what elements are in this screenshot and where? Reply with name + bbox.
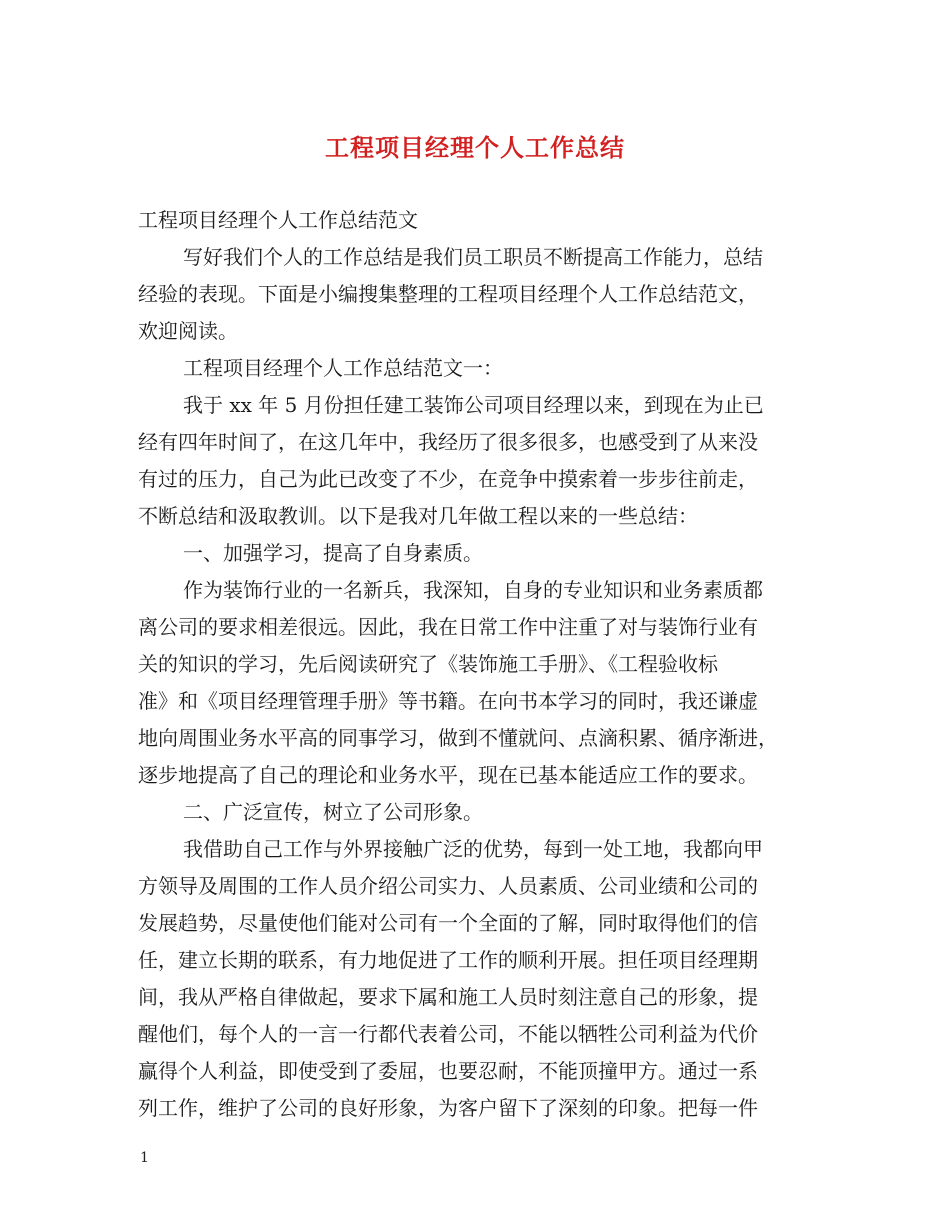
paragraph-line: 我借助自己工作与外界接触广泛的优势，每到一处工地，我都向甲 <box>183 837 763 861</box>
document-body <box>138 202 818 1127</box>
section-heading-line: 工程项目经理个人工作总结范文一： <box>183 356 503 380</box>
paragraph-line: 方领导及周围的工作人员介绍公司实力、人员素质、公司业绩和公司的 <box>138 874 758 898</box>
section-heading-line: 二、广泛宣传，树立了公司形象。 <box>183 800 483 824</box>
paragraph-line: 准》和《项目经理管理手册》等书籍。在向书本学习的同时，我还谦虚 <box>138 689 758 713</box>
paragraph-line: 不断总结和汲取教训。以下是我对几年做工程以来的一些总结： <box>138 504 698 528</box>
paragraph-line: 我于 xx 年 5 月份担任建工装饰公司项目经理以来，到现在为止已 <box>183 393 764 417</box>
paragraph-line: 任，建立长期的联系，有力地促进了工作的顺利开展。担任项目经理期 <box>138 948 758 972</box>
paragraph-line: 作为装饰行业的一名新兵，我深知，自身的专业知识和业务素质都 <box>183 578 763 602</box>
page-number: 1 <box>140 1150 149 1166</box>
section-heading-line: 一、加强学习，提高了自身素质。 <box>183 541 483 565</box>
paragraph-line: 经有四年时间了，在这几年中，我经历了很多很多，也感受到了从来没 <box>138 430 758 454</box>
document-title: 工程项目经理个人工作总结 <box>325 133 625 162</box>
paragraph-line: 发展趋势，尽量使他们能对公司有一个全面的了解，同时取得他们的信 <box>138 911 758 935</box>
paragraph-line: 有过的压力，自己为此已改变了不少，在竞争中摸索着一步步往前走， <box>138 467 758 491</box>
paragraph-line: 离公司的要求相差很远。因此，我在日常工作中注重了对与装饰行业有 <box>138 615 758 639</box>
paragraph-line: 关的知识的学习，先后阅读研究了《装饰施工手册》、《工程验收标 <box>138 652 718 676</box>
paragraph-line: 列工作，维护了公司的良好形象，为客户留下了深刻的印象。把每一件 <box>138 1096 758 1120</box>
paragraph-line: 赢得个人利益，即使受到了委屈，也要忍耐，不能顶撞甲方。通过一系 <box>138 1059 758 1083</box>
paragraph-line: 经验的表现。下面是小编搜集整理的工程项目经理个人工作总结范文， <box>138 282 758 306</box>
paragraph-line: 欢迎阅读。 <box>138 319 238 343</box>
paragraph-line: 间，我从严格自律做起，要求下属和施工人员时刻注意自己的形象，提 <box>138 985 758 1009</box>
subtitle-line: 工程项目经理个人工作总结范文 <box>138 208 418 232</box>
paragraph-line: 逐步地提高了自己的理论和业务水平，现在已基本能适应工作的要求。 <box>138 763 758 787</box>
paragraph-line: 写好我们个人的工作总结是我们员工职员不断提高工作能力，总结 <box>183 245 763 269</box>
paragraph-line: 醒他们，每个人的一言一行都代表着公司，不能以牺牲公司利益为代价 <box>138 1022 758 1046</box>
paragraph-line: 地向周围业务水平高的同事学习，做到不懂就问、点滴积累、循序渐进， <box>138 726 778 750</box>
